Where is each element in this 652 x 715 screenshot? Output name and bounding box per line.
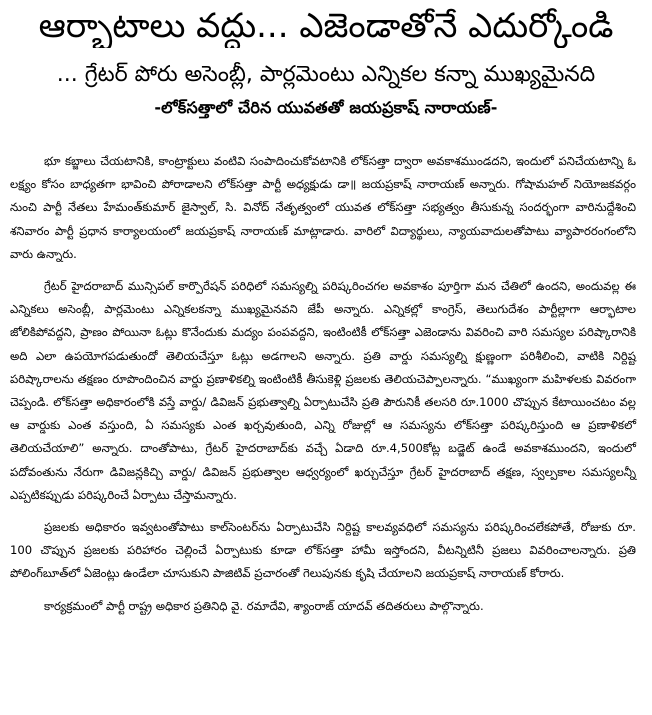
paragraph: కార్యక్రమంలో పార్టీ రాష్ట్ర అధికార ప్రతినిధి వై. రమాదేవి, శ్యాంరాజ్ యాదవ్ తదితరులు పాల్గొన్నారు.: [44, 598, 484, 613]
headline: ఆర్భాటాలు వద్దు... ఎజెండాతోనే ఎదుర్కోండి: [38, 6, 614, 46]
paragraph: గ్రేటర్ హైదరాబాద్ మున్సిపల్ కార్పొరేషన్ పరిధిలో సమస్యల్ని పరిష్కరించగల అవకాశం పూర్తిగా మన చేతిలో ఉందని, అందువల్ల ఈ ఎన్నికలు అసెంబ్లీ, పార్లమెంటు ఎన్నికలకన్నా ముఖ్యమైనవని జేపీ అన్నారు. ఎన్నికల్లో కాంగ్రెస్, తెలుగుదేశం పార్టీల్లాగా ఆర్భాటాల జోలికిపోవద్దని, ప్రాణం పోయినా ఓట్లు కొనేందుకు మద్యం పంపవద్దని, ఇంటింటికీ లోక్‌సత్తా ఎజెండాను వివరించి వారి సమస్యల పరిష్కారానికి అది ఎలా ఉపయోగపడుతుందో తెలియచేస్తూ ఓట్లు అడగాలని అన్నారు. ప్రతి వార్డు సమస్యల్ని క్షుణ్ణంగా పరిశీలించి, వాటికి నిర్దిష్ట పరిష్కారాలను తక్షణం రూపొందించిన వార్డు ప్రణాళికల్ని ఇంటింటికీ తీసుకెళ్లి ప్రజలకు తెలియచెప్పాలన్నారు. “ముఖ్యంగా మహిళలకు వివరంగా చెప్పండి. లోక్‌సత్తా అధికారంలోకి వస్తే వార్డు/ డివిజన్ ప్రభుత్వాల్ని ఏర్పాటుచేసి ప్రతి పౌరునికీ తలసరి రూ.1000 చొప్పున కేటాయించటం వల్ల ఆ వార్డుకు ఎంత వస్తుంది, ఏ సమస్యకు ఎంత ఖర్చవుతుంది, ఎన్ని రోజుల్లో ఆ సమస్యను లోక్‌సత్తా పరిష్కరిస్తుంది ఆ ప్రణాళికలో తెలియచేయాలి” అన్నారు. దాంతోపాటు, గ్రేటర్ హైదరాబాద్‌కు వచ్చే ఏడాది రూ.4,500కోట్ల బడ్జెట్ ఉండే అవకాశముందని, ఇందులో పదోవంతును నేరుగా డివిజన్లకిచ్చి వార్డు/ డివిజన్ ప్రభుత్వాల ఆధ్వర్యంలో ఖర్చుచేస్తూ గ్రేటర్ హైదరాబాద్ తక్షణ, స్వల్పకాల సమస్యలన్నీ ఎప్పటికప్పుడు పరిష్కరించే ఏర్పాటు చేస్తామన్నారు.: [10, 279, 636, 502]
subheadline: ... గ్రేటర్ పోరు అసెంబ్లీ, పార్లమెంటు ఎన్నికల కన్నా ముఖ్యమైనది: [56, 62, 596, 87]
article-body: [10, 150, 636, 627]
paragraph: భూ కబ్జాలు చేయటానికి, కాంట్రాక్టులు వంటివి సంపాదించుకోవటానికి లోక్‌సత్తా ద్వారా అవకాశముండదని, ఇందులో పనిచేయటాన్ని ఓ లక్ష్యం కోసం బాధ్యతగా భావించి పోరాడాలని లోక్‌సత్తా పార్టీ అధ్యక్షుడు డా॥ జయప్రకాష్ నారాయణ్ అన్నారు. గోషామహల్ నియోజకవర్గం నుంచి పార్టీ నేతలు హేమంత్‌కుమార్ జైస్వాల్, సి. వినోద్ నేతృత్వంలో యువత లోక్‌సత్తా సభ్యత్వం తీసుకున్న సందర్భంగా వారినుద్దేశించి శనివారం పార్టీ ప్రధాన కార్యాలయంలో జయప్రకాష్ నారాయణ్ మాట్లాడారు. వారిలో విద్యార్థులు, న్యాయవాదులతోపాటు వ్యాపారరంగంలోని వారు ఉన్నారు.: [10, 154, 636, 261]
tagline: -లోక్‌సత్తాలో చేరిన యువతతో జయప్రకాష్ నారాయణ్-: [154, 98, 498, 117]
paragraph: ప్రజలకు అధికారం ఇవ్వటంతోపాటు కాల్‌సెంటర్‌ను ఏర్పాటుచేసి నిర్దిష్ట కాలవ్యవధిలో సమస్యను పరిష్కరించలేకపోతే, రోజుకు రూ. 100 చొప్పున ప్రజలకు పరిహారం చెల్లించే ఏర్పాటుకు కూడా లోక్‌సత్తా హామీ ఇస్తోందని, వీటన్నిటినీ ప్రజలు వివరించాలన్నారు. ప్రతి పోలింగ్‌బూత్‌లో ఏజెంట్లు ఉండేలా చూసుకుని పాజిటివ్ ప్రచారంతో గెలుపునకు కృషి చేయాలని జయప్రకాష్ నారాయణ్ కోరారు.: [10, 520, 636, 581]
